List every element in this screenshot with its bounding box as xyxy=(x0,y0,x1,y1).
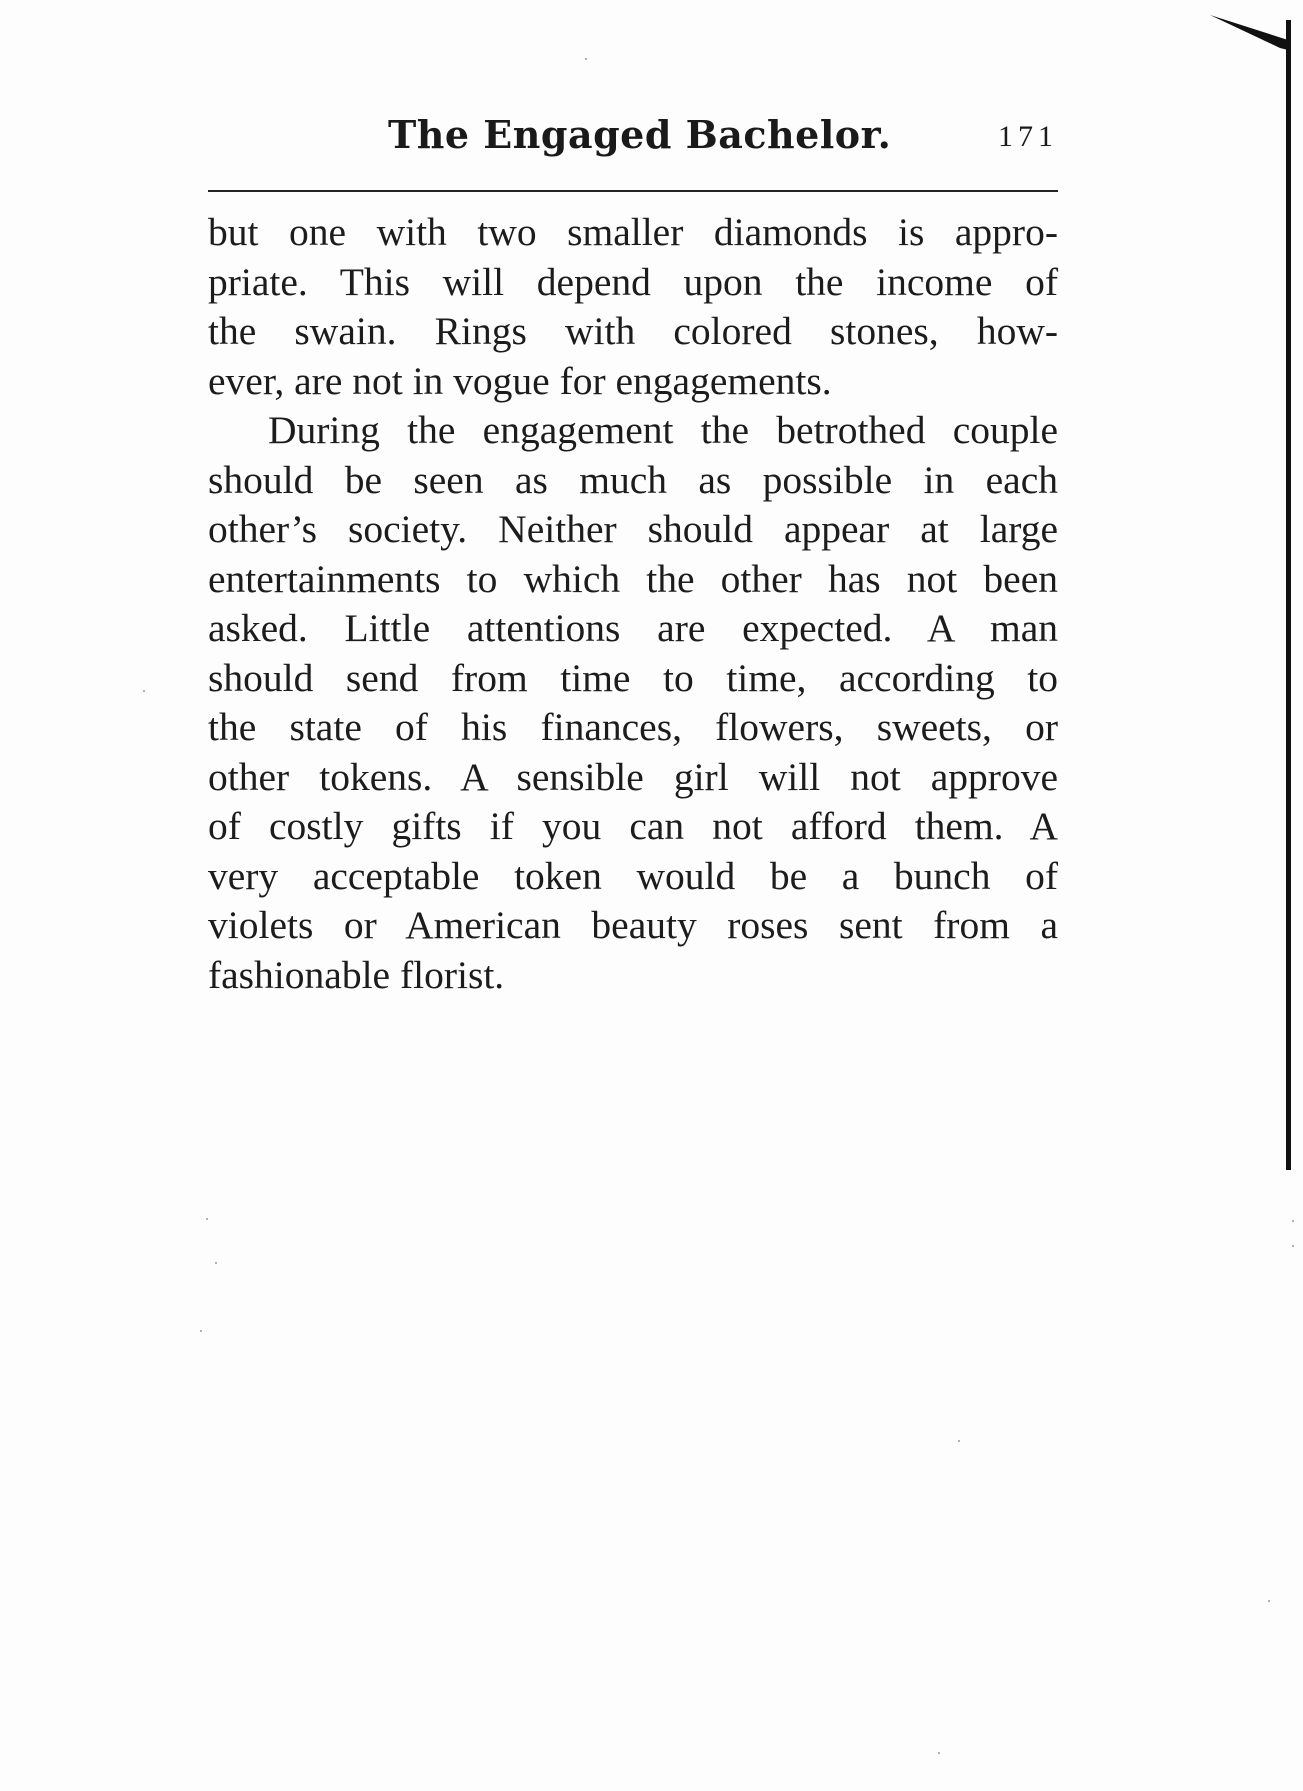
paper-speck xyxy=(1292,1245,1294,1247)
paper-speck xyxy=(206,1218,208,1220)
paragraph-2 xyxy=(208,406,1058,1000)
paragraph-1 xyxy=(208,208,1058,406)
text-line: asked. Little attentions are expected. A man xyxy=(208,606,1058,650)
text-line: During the engagement the betrothed couple xyxy=(268,408,1058,452)
text-line: but one with two smaller diamonds is appro- xyxy=(208,210,1058,254)
running-title: The Engaged Bachelor. xyxy=(388,112,892,157)
paper-speck xyxy=(1268,1600,1270,1602)
body-text xyxy=(208,208,1058,1000)
text-line: should be seen as much as possible in each xyxy=(208,457,1058,502)
paper-speck xyxy=(215,1262,217,1264)
running-head xyxy=(208,112,1058,172)
paper-speck xyxy=(958,1440,960,1442)
text-line: fashionable florist. xyxy=(208,952,505,997)
binding-edge xyxy=(1286,20,1291,1170)
header-rule xyxy=(208,190,1058,192)
paper-speck xyxy=(1292,1220,1294,1222)
text-line: the swain. Rings with colored stones, how- xyxy=(208,309,1058,353)
text-line: should send from time to time, according to xyxy=(208,655,1058,700)
paper-speck xyxy=(200,1330,202,1332)
text-line: very acceptable token would be a bunch of xyxy=(208,853,1058,898)
text-line: ever, are not in vogue for engagements. xyxy=(208,358,832,403)
text-line: the state of his finances, flowers, sweets, or xyxy=(208,705,1058,749)
paper-speck xyxy=(143,690,145,692)
text-line: other’s society. Neither should appear at large xyxy=(208,507,1058,551)
paper-speck xyxy=(585,58,587,60)
text-line: of costly gifts if you can not afford them. A xyxy=(208,804,1058,848)
text-line: priate. This will depend upon the income of xyxy=(208,259,1058,304)
text-line: entertainments to which the other has not been xyxy=(208,556,1058,601)
page-number: 171 xyxy=(998,120,1058,153)
paper-speck xyxy=(938,1752,940,1754)
text-line: other tokens. A sensible girl will not approve xyxy=(208,754,1058,799)
text-line: violets or American beauty roses sent from a xyxy=(208,903,1058,947)
